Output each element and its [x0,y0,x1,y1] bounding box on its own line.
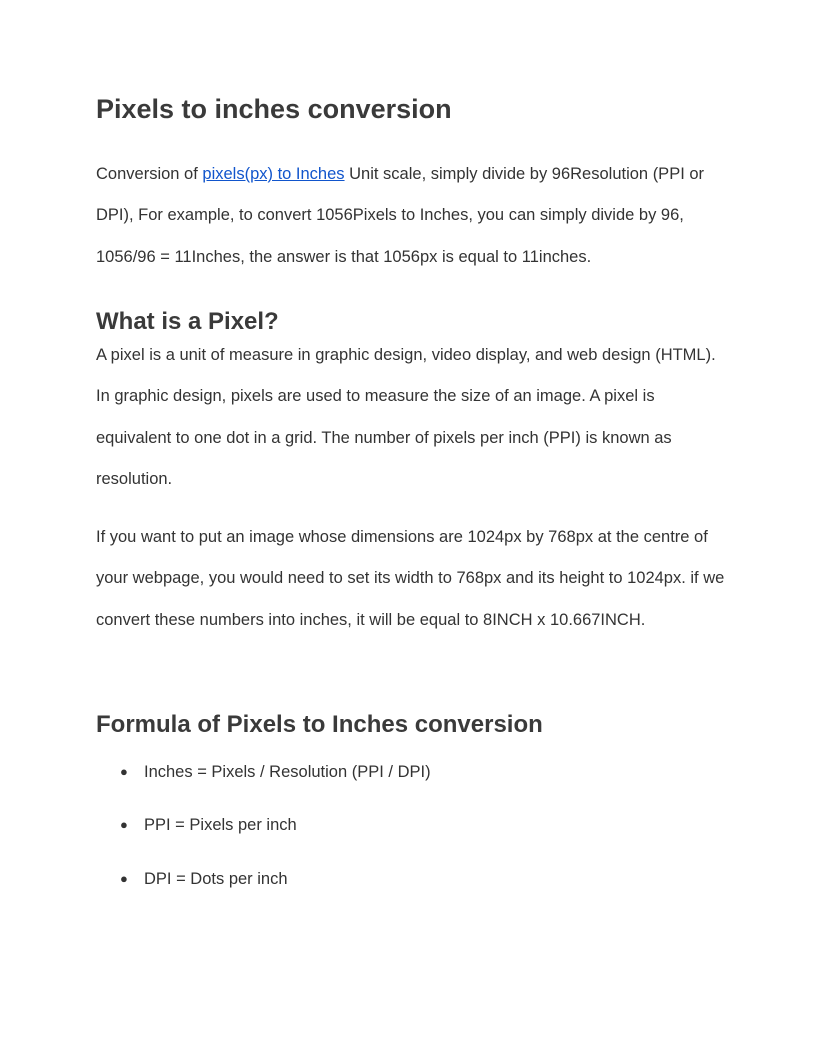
bullet-icon: ● [120,817,128,833]
intro-paragraph [96,154,726,278]
intro-suffix: Unit scale, simply divide by 96Resolution (PPI or DPI), For example, to convert 1056Pixels to Inches, you can simply divide by 96, 1056/96 = 11Inches, the answer is that 1056px is equal to 11inches. [96,165,705,266]
intro-prefix: Conversion of [96,165,203,183]
pixel-example-paragraph: If you want to put an image whose dimensions are 1024px by 768px at the centre of your webpage, you would need to set its width to 768px and its height to 1024px. if we convert these numbers into inches, it will be equal to 8INCH x 10.667INCH. [96,528,725,629]
formula-inches: Inches = Pixels / Resolution (PPI / DPI) [144,763,431,781]
pixel-definition-paragraph: A pixel is a unit of measure in graphic design, video display, and web design (HTML). In graphic design, pixels are used to measure the size of an image. A pixel is equivalent to one dot in a grid. The number of pixels per inch (PPI) is known as resolution. [96,346,716,488]
bullet-icon: ● [120,764,128,779]
formula-list [96,756,726,916]
formula-ppi: PPI = Pixels per inch [144,816,297,835]
what-is-pixel-heading: What is a Pixel? [96,308,279,335]
pixels-to-inches-link[interactable]: pixels(px) to Inches [202,165,345,183]
list-item [96,863,726,916]
formula-heading: Formula of Pixels to Inches conversion [96,711,543,738]
bullet-icon: ● [120,870,128,886]
formula-dpi: DPI = Dots per inch [144,869,288,888]
list-item [96,809,726,862]
page-title: Pixels to inches conversion [96,94,452,124]
list-item [96,756,726,809]
